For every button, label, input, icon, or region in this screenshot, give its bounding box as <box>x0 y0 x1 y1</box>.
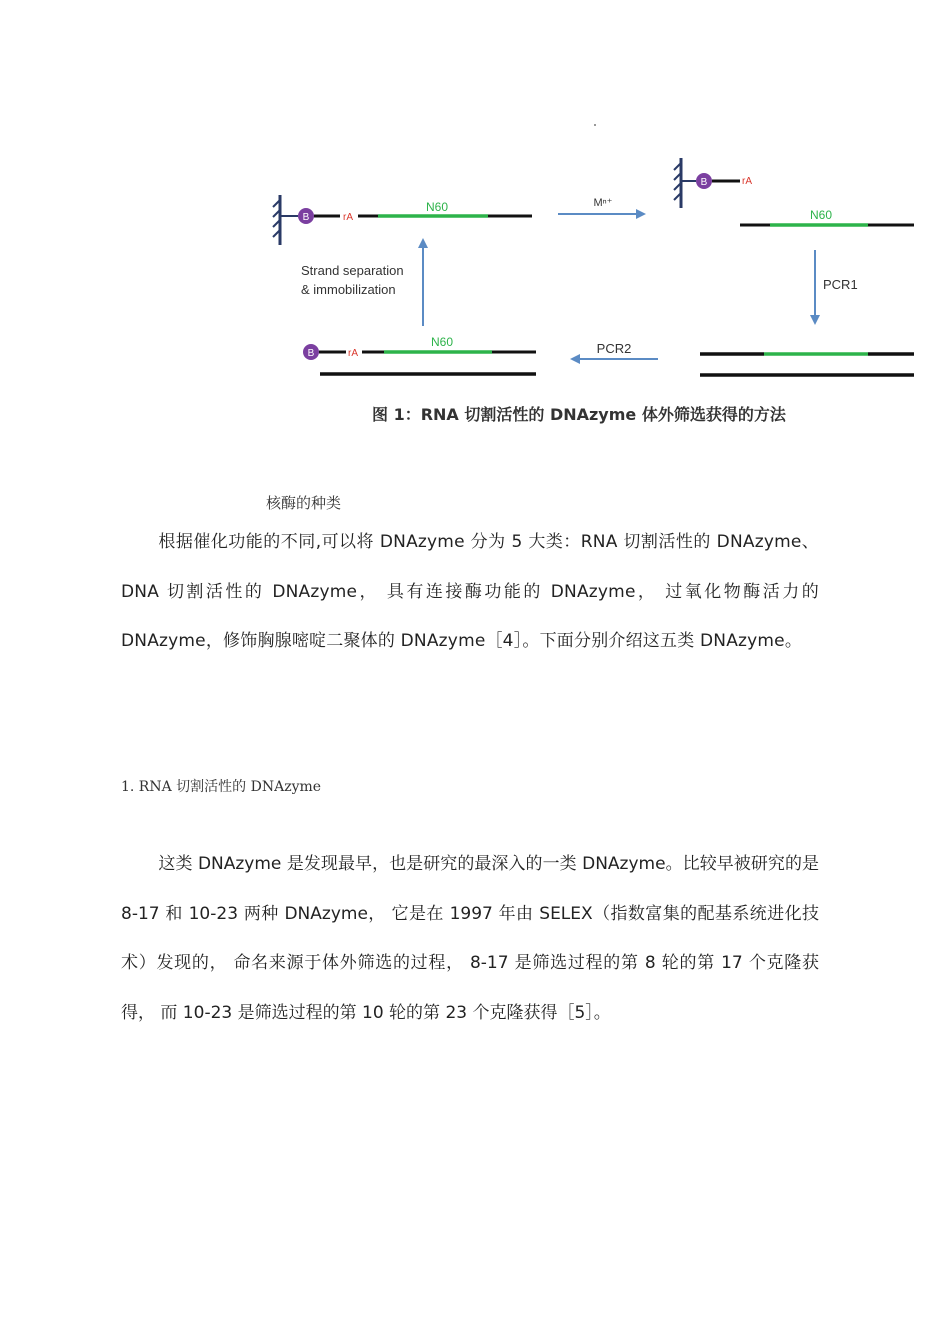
mn-label: Mⁿ⁺ <box>593 197 613 209</box>
selection-diagram <box>270 150 930 395</box>
ra-label: rA <box>742 176 752 187</box>
pcr1-label: PCR1 <box>823 277 858 292</box>
pcr2-label: PCR2 <box>596 341 632 356</box>
strand-separation-label-1: Strand separation <box>301 263 404 278</box>
paragraph-dnazyme-categories <box>121 518 819 667</box>
dsdna-bottom-right <box>700 354 914 375</box>
paragraph-text: 根据催化功能的不同,可以将 DNAzyme 分为 5 大类：RNA 切割活性的 DNAzyme、DNA 切割活性的 DNAzyme， 具有连接酶功能的 DNAzyme， 过氧化物酶活力的 DNAzyme，修饰胸腺嘧啶二聚体的 DNAzyme［4］。下面分别介绍这五类 DNAzyme。 <box>121 532 819 651</box>
strand-separation-label-2: & immobilization <box>301 282 396 297</box>
biotin-label: B <box>700 177 708 188</box>
section-title: 核酶的种类 <box>266 494 342 512</box>
biotin-label: B <box>302 212 310 223</box>
paragraph-rna-cleaving <box>121 840 819 1038</box>
strand-immobilized-top-left <box>273 195 532 245</box>
figure-caption: 图 1：RNA 切割活性的 DNAzyme 体外筛选获得的方法 <box>372 405 786 424</box>
stray-dot <box>594 124 596 126</box>
n60-label: N60 <box>809 208 833 222</box>
sub-heading: 1. RNA 切割活性的 DNAzyme <box>121 779 322 795</box>
ra-label: rA <box>348 348 358 359</box>
paragraph-text: 这类 DNAzyme 是发现最早，也是研究的最深入的一类 DNAzyme。比较早被研究的是 8-17 和 10-23 两种 DNAzyme， 它是在 1997 年由 SELEX（指数富集的配基系统进化技术）发现的， 命名来源于体外筛选的过程， 8-17 是筛选过程的第 8 轮的第 17 个克隆获得， 而 10-23 是筛选过程的第 10 轮的第 23 个克隆获得［5］。 <box>121 854 819 1023</box>
biotin-label: B <box>307 348 315 359</box>
dsdna-bottom-left <box>303 335 536 374</box>
metal-ion-arrow <box>558 197 646 219</box>
strand-cleaved-top-right <box>674 158 914 225</box>
pcr1-arrow <box>810 250 858 325</box>
strand-separation-arrow <box>301 238 428 326</box>
ra-label: rA <box>343 212 353 223</box>
pcr2-arrow <box>570 341 658 364</box>
n60-label: N60 <box>425 200 449 214</box>
n60-label: N60 <box>430 335 454 349</box>
